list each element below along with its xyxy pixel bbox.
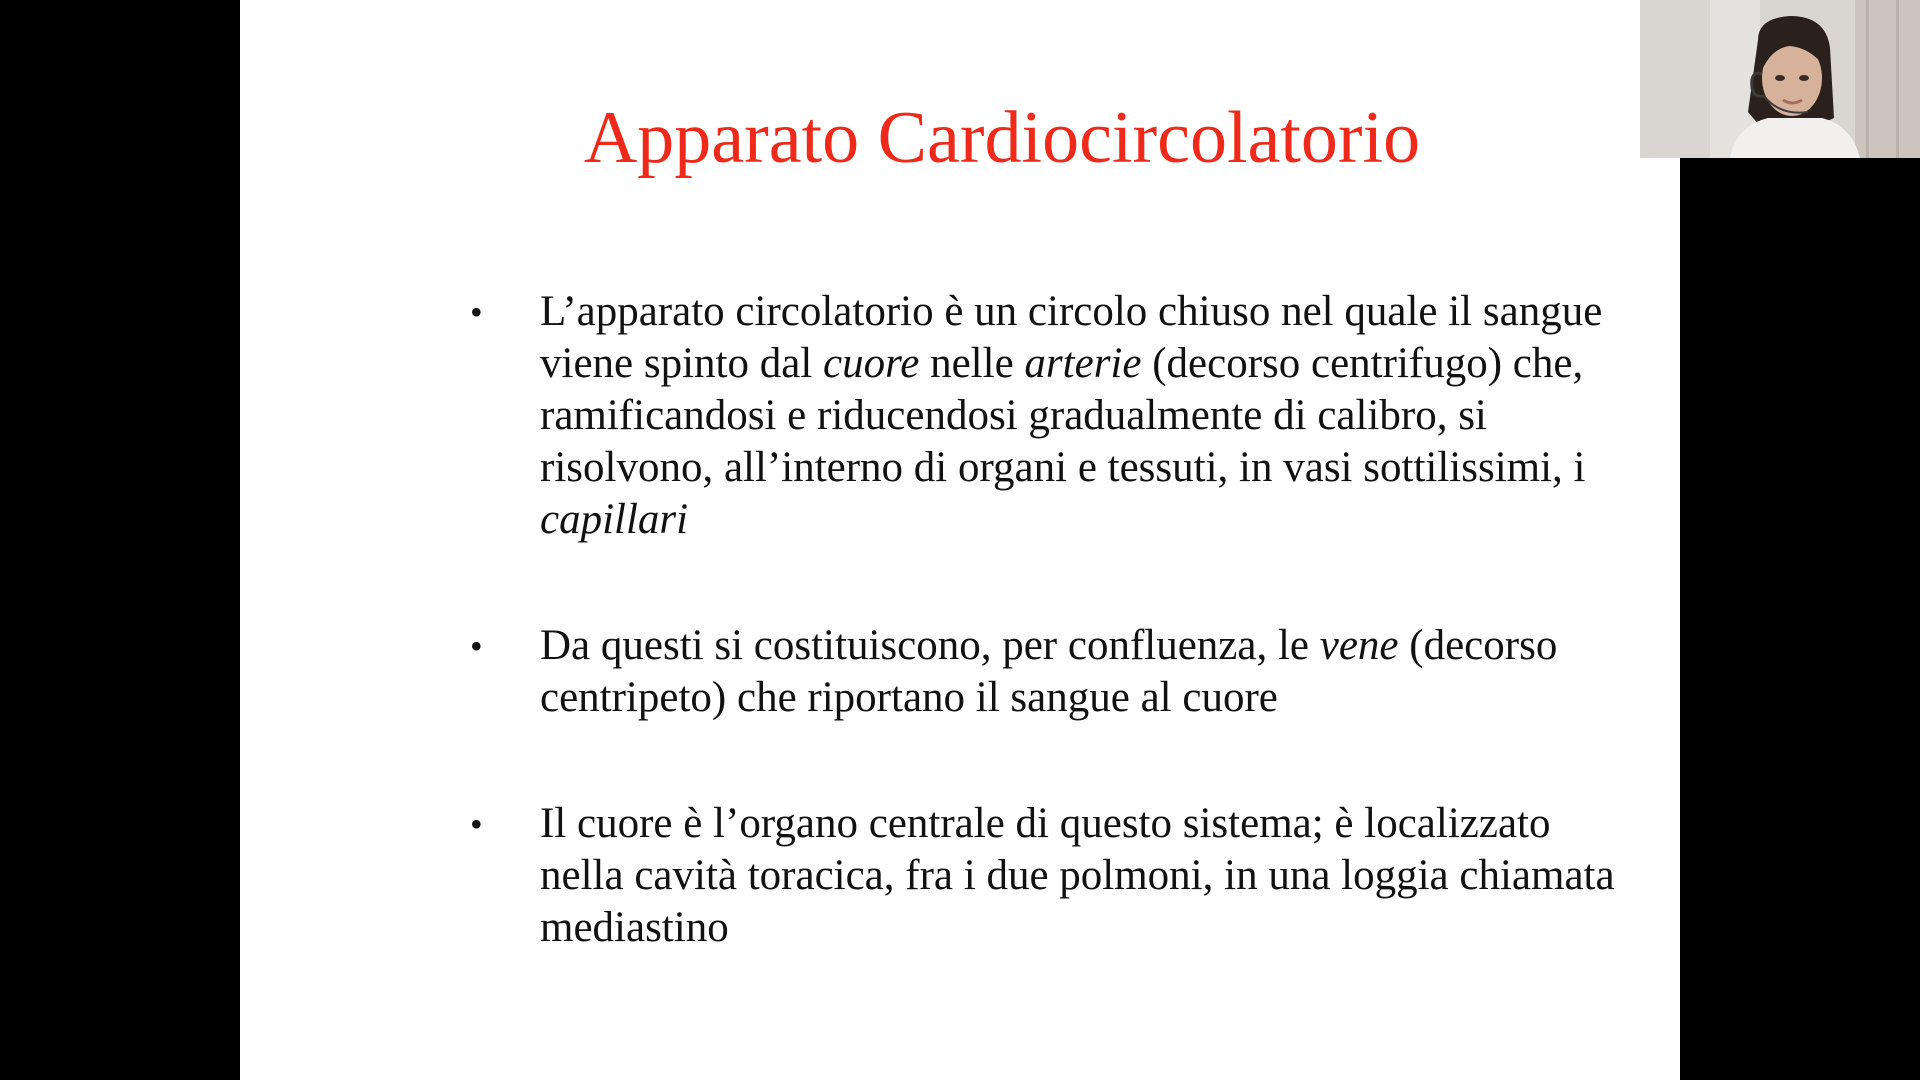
text-segment: nelle bbox=[919, 340, 1025, 387]
text-segment-italic: capillari bbox=[540, 496, 689, 543]
bullet-text bbox=[540, 620, 1620, 724]
bullet-text bbox=[540, 286, 1620, 546]
text-segment: (decorso centripeto) che riportano il sangue al cuore bbox=[540, 622, 1558, 721]
text-segment: L’apparato circolatorio è un circolo chiuso nel quale il sangue viene spinto dal bbox=[540, 288, 1603, 387]
bullet-dot: • bbox=[470, 804, 483, 844]
bullet-text bbox=[540, 798, 1620, 954]
text-segment: (decorso centrifugo) che, ramificandosi e riducendosi gradualmente di calibro, si risolvono, all’interno di organi e tessuti, in vasi sottilissimi, i bbox=[540, 340, 1586, 491]
text-segment-italic: arterie bbox=[1024, 340, 1142, 387]
bullet-item bbox=[470, 798, 1620, 954]
presenter-video-icon bbox=[1640, 0, 1920, 158]
bullet-dot: • bbox=[470, 292, 483, 332]
presentation-slide bbox=[240, 0, 1680, 1080]
bullet-item bbox=[470, 620, 1620, 724]
text-segment: Il cuore è l’organo centrale di questo sistema; è localizzato nella cavità toracica, fra i due polmoni, in una loggia chiamata mediastino bbox=[540, 800, 1615, 951]
text-segment-italic: vene bbox=[1319, 622, 1399, 669]
text-segment: Da questi si costituiscono, per confluenza, le bbox=[540, 622, 1320, 669]
bullet-dot: • bbox=[470, 626, 483, 666]
bullet-item bbox=[470, 286, 1620, 546]
text-segment-italic: cuore bbox=[823, 340, 920, 387]
presenter-webcam[interactable] bbox=[1640, 0, 1920, 158]
slide-title: Apparato Cardiocircolatorio bbox=[583, 97, 1421, 179]
